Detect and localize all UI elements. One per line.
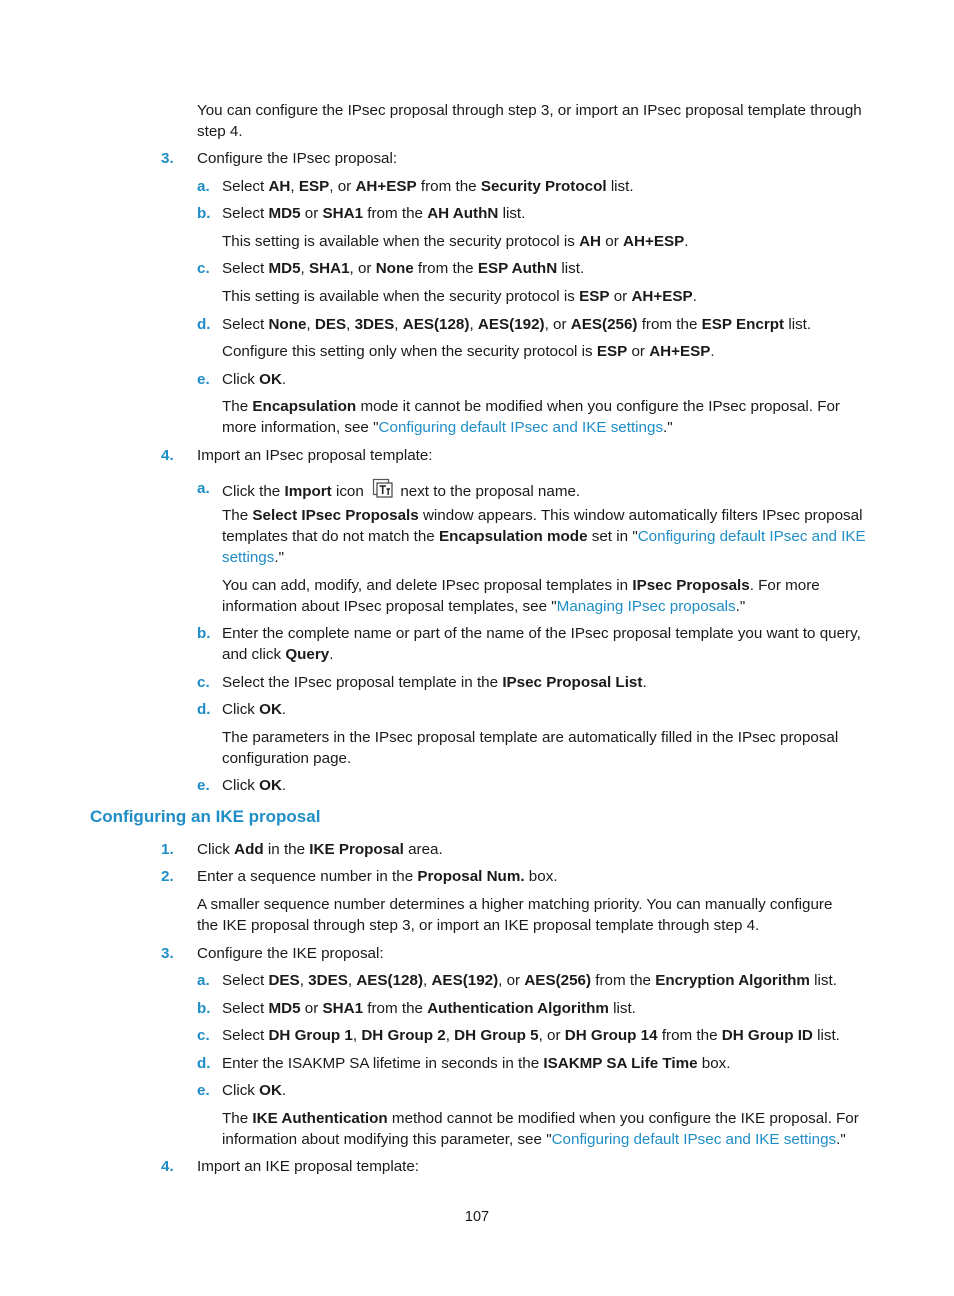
section-heading-ike-proposal: Configuring an IKE proposal: [90, 807, 321, 826]
ike-step-3-number: 3.: [161, 945, 174, 962]
step-4a-note-5: information about IPsec proposal templates, see "Managing IPsec proposals.": [222, 598, 746, 615]
step-4b-text-1: Enter the complete name or part of the name of the IPsec proposal template you want to query,: [222, 625, 861, 642]
step-3-text: Configure the IPsec proposal:: [197, 150, 398, 167]
step-3d-number: d.: [197, 316, 211, 333]
step-4e-number: e.: [197, 777, 210, 794]
step-3e-text: Click OK.: [222, 371, 287, 388]
step-4d-note-1: The parameters in the IPsec proposal template are automatically filled in the IPsec proposal: [222, 729, 839, 746]
ike-step-1-number: 1.: [161, 841, 174, 858]
ike-step-3-text: Configure the IKE proposal:: [197, 945, 384, 962]
link-configuring-default-settings-2[interactable]: Configuring default IPsec and IKE: [637, 528, 866, 545]
step-4a-text: Click the Import icon next to the proposal name.: [222, 478, 580, 504]
ike-step-1-text: Click Add in the IKE Proposal area.: [197, 841, 443, 858]
step-3b-note: This setting is available when the security protocol is AH or AH+ESP.: [222, 233, 689, 250]
ike-step-3e-note-2: information about modifying this parameter, see "Configuring default IPsec and IKE settings.": [222, 1131, 846, 1148]
ike-step-2-text: Enter a sequence number in the Proposal Num. box.: [197, 868, 558, 885]
step-4a-note-2: templates that do not match the Encapsulation mode set in "Configuring default IPsec and IKE: [222, 528, 866, 545]
step-3-number: 3.: [161, 150, 174, 167]
step-4b-text-2: and click Query.: [222, 646, 334, 663]
step-3b-text: Select MD5 or SHA1 from the AH AuthN list.: [222, 205, 526, 222]
ike-step-2-note-2: the IKE proposal through step 3, or import an IKE proposal template through step 4.: [197, 917, 760, 934]
ike-step-3b-number: b.: [197, 1000, 211, 1017]
step-4d-note-2: configuration page.: [222, 750, 352, 767]
step-3e-number: e.: [197, 371, 210, 388]
link-configuring-default-settings-3[interactable]: Configuring default IPsec and IKE settings: [551, 1131, 837, 1148]
link-configuring-default-settings[interactable]: Configuring default IPsec and IKE settings: [378, 419, 664, 436]
step-3d-note: Configure this setting only when the security protocol is ESP or AH+ESP.: [222, 343, 715, 360]
step-4a-number: a.: [197, 480, 210, 497]
link-managing-ipsec-proposals[interactable]: Managing IPsec proposals: [556, 598, 736, 615]
ike-step-3a-text: Select DES, 3DES, AES(128), AES(192), or AES(256) from the Encryption Algorithm list.: [222, 972, 837, 989]
step-3d-text: Select None, DES, 3DES, AES(128), AES(192), or AES(256) from the ESP Encrpt list.: [222, 316, 812, 333]
step-3a-number: a.: [197, 178, 210, 195]
ike-step-2-note-1: A smaller sequence number determines a higher matching priority. You can manually configure: [197, 896, 833, 913]
ike-step-3a-number: a.: [197, 972, 210, 989]
step-3e-note-1: The Encapsulation mode it cannot be modified when you configure the IPsec proposal. For: [222, 398, 840, 415]
step-4-number: 4.: [161, 447, 174, 464]
step-3b-number: b.: [197, 205, 211, 222]
ike-step-3c-text: Select DH Group 1, DH Group 2, DH Group 5, or DH Group 14 from the DH Group ID list.: [222, 1027, 840, 1044]
intro-line-1: You can configure the IPsec proposal through step 3, or import an IPsec proposal template through: [197, 102, 862, 119]
page-number: 107: [464, 1209, 490, 1225]
step-4c-text: Select the IPsec proposal template in the IPsec Proposal List.: [222, 674, 647, 691]
import-template-icon[interactable]: [371, 478, 393, 504]
step-3c-text: Select MD5, SHA1, or None from the ESP AuthN list.: [222, 260, 585, 277]
step-4e-text: Click OK.: [222, 777, 287, 794]
ike-step-4-number: 4.: [161, 1158, 174, 1175]
intro-line-2: step 4.: [197, 123, 243, 140]
ike-step-3d-number: d.: [197, 1055, 211, 1072]
ike-step-3e-text: Click OK.: [222, 1082, 287, 1099]
ike-step-2-number: 2.: [161, 868, 174, 885]
step-4d-text: Click OK.: [222, 701, 287, 718]
step-3c-number: c.: [197, 260, 210, 277]
step-4a-note-3: settings.": [222, 549, 284, 566]
step-3e-note-2: more information, see "Configuring default IPsec and IKE settings.": [222, 419, 673, 436]
link-settings-continued[interactable]: settings: [222, 549, 275, 566]
step-4d-number: d.: [197, 701, 211, 718]
step-4b-number: b.: [197, 625, 211, 642]
ike-step-3e-note-1: The IKE Authentication method cannot be modified when you configure the IKE proposal. For: [222, 1110, 859, 1127]
step-3a-text: Select AH, ESP, or AH+ESP from the Security Protocol list.: [222, 178, 634, 195]
ike-step-3d-text: Enter the ISAKMP SA lifetime in seconds in the ISAKMP SA Life Time box.: [222, 1055, 731, 1072]
step-4a-note-4: You can add, modify, and delete IPsec proposal templates in IPsec Proposals. For more: [222, 577, 820, 594]
ike-step-3e-number: e.: [197, 1082, 210, 1099]
step-4a-note-1: The Select IPsec Proposals window appears. This window automatically filters IPsec proposal: [222, 507, 863, 524]
ike-step-3c-number: c.: [197, 1027, 210, 1044]
ike-step-3b-text: Select MD5 or SHA1 from the Authentication Algorithm list.: [222, 1000, 636, 1017]
step-4-text: Import an IPsec proposal template:: [197, 447, 433, 464]
step-3c-note: This setting is available when the security protocol is ESP or AH+ESP.: [222, 288, 697, 305]
ike-step-4-text: Import an IKE proposal template:: [197, 1158, 420, 1175]
step-4c-number: c.: [197, 674, 210, 691]
